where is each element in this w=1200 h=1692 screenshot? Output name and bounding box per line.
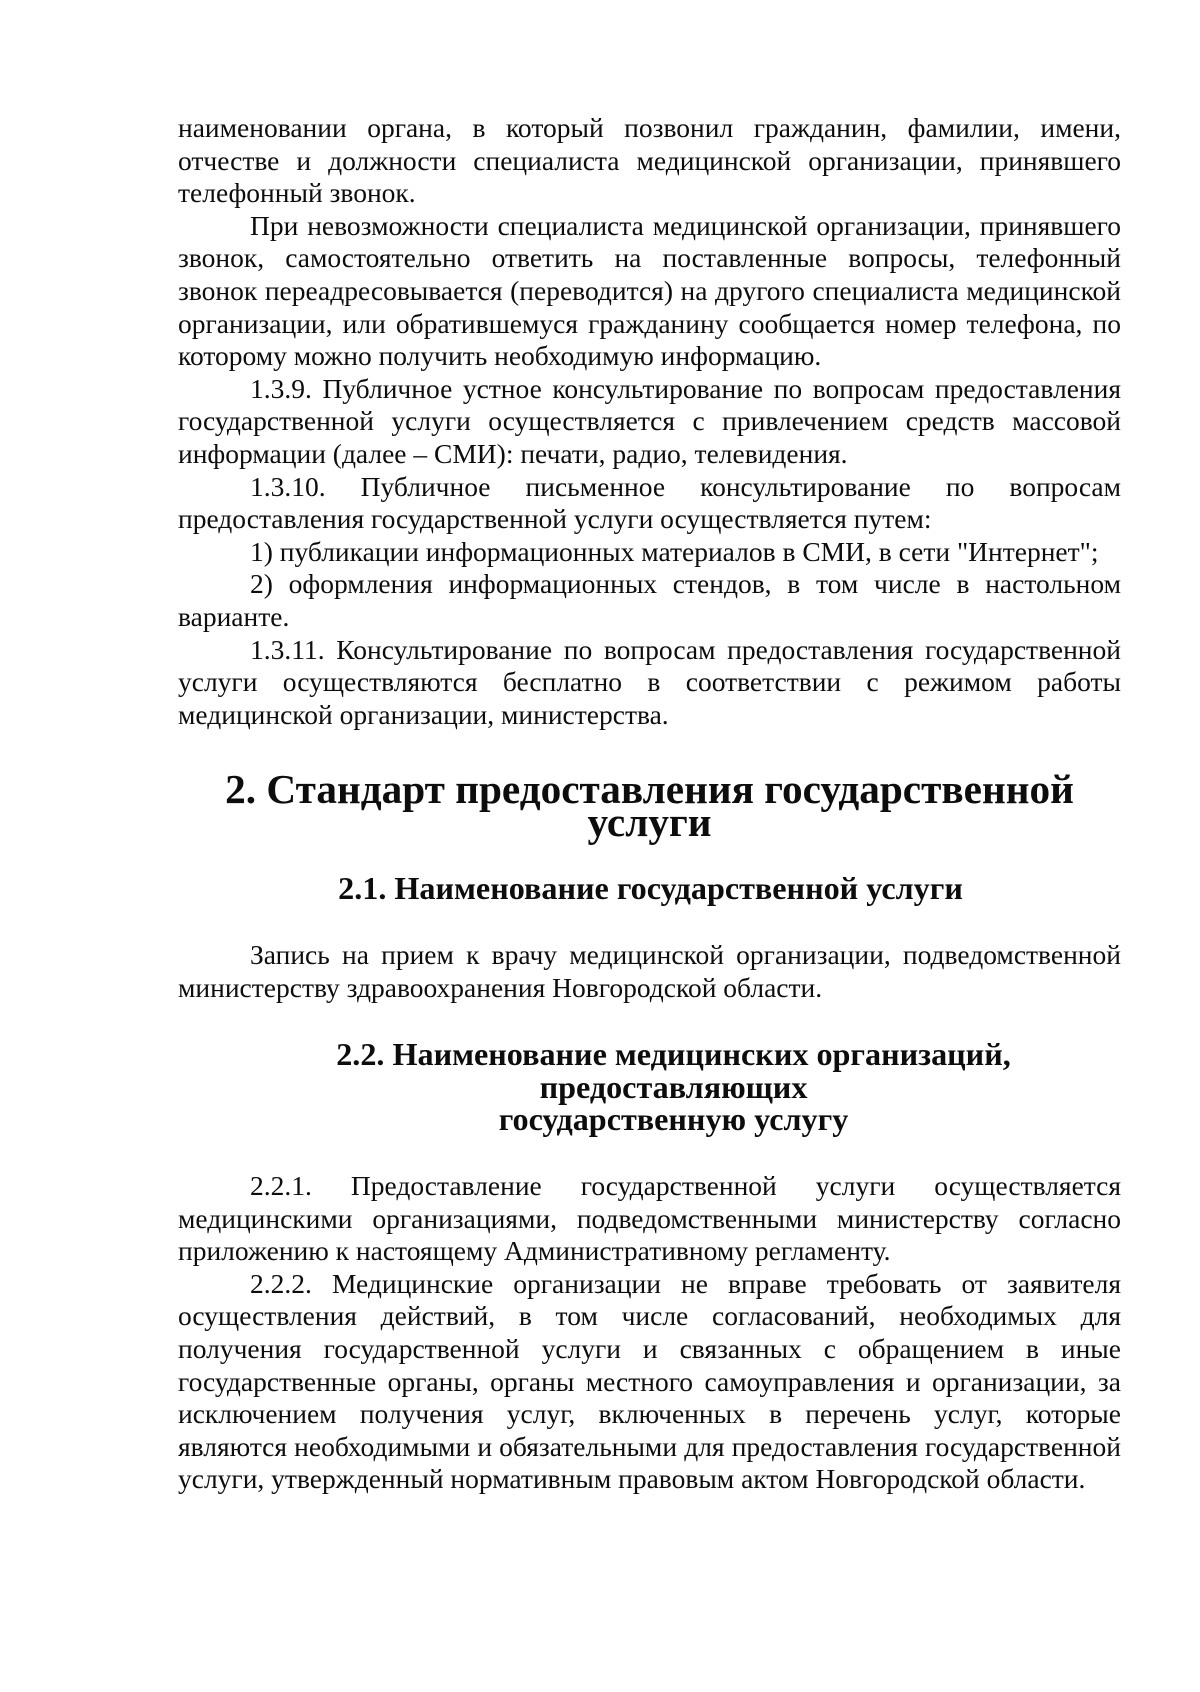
section-2-heading: 2. Стандарт предоставления государственной услуги (225, 766, 1074, 845)
section-2-2-heading-line1: 2.2. Наименование медицинских организаций, предоставляющих (336, 1036, 1011, 1105)
spacer (178, 905, 1121, 939)
spacer (178, 1136, 1121, 1170)
section-2-1-heading: 2.1. Наименование государственной услуги (338, 870, 963, 907)
list-item-stands: 2) оформления информационных стендов, в том числе в настольном варианте. (178, 568, 1121, 632)
section-2-2-heading-line2: государственную услугу (498, 1101, 849, 1138)
paragraph-1-3-9: 1.3.9. Публичное устное консультирование по вопросам предоставления государственной услуги осуществляется с привлечением средств массовой информации (далее – СМИ): печати, радио, телевидения. (178, 372, 1121, 469)
paragraph-call-redirect: При невозможности специалиста медицинской организации, принявшего звонок, самостоятельно ответить на поставленные вопросы, телефонный звонок переадресовывается (переводится) на другого специалиста медицинской организации, или обратившемуся гражданину сообщается номер телефона, по которому можно получить необходимую информацию. (178, 209, 1121, 372)
paragraph-1-3-10: 1.3.10. Публичное письменное консультирование по вопросам предоставления государственной услуги осуществляется путем: (178, 470, 1121, 535)
document-page (178, 112, 1121, 1496)
paragraph-service-name: Запись на прием к врачу медицинской организации, подведомственной министерству здравоохранения Новгородской области. (178, 939, 1121, 1003)
paragraph-call-details: наименовании органа, в который позвонил гражданин, фамилии, имени, отчестве и должности специалиста медицинской организации, принявшего телефонный звонок. (178, 112, 1121, 209)
spacer (178, 1004, 1121, 1038)
list-item-publication: 1) публикации информационных материалов в СМИ, в сети "Интернет"; (250, 535, 1099, 567)
paragraph-2-2-1: 2.2.1. Предоставление государственной услуги осуществляется медицинскими организациями, подведомственными министерству согласно приложению к настоящему Административному регламенту. (178, 1170, 1121, 1267)
paragraph-2-2-2: 2.2.2. Медицинские организации не вправе требовать от заявителя осуществления действий, в том числе согласований, необходимых для получения государственной услуги и связанных с обращением в иные государственные органы, органы местного самоуправления и организации, за исключением получения услуг, включенных в перечень услуг, которые являются необходимыми и обязательными для предоставления государственной услуги, утвержденный нормативным правовым актом Новгородской области. (178, 1267, 1121, 1495)
paragraph-1-3-11: 1.3.11. Консультирование по вопросам предоставления государственной услуги осуществляются бесплатно в соответствии с режимом работы медицинской организации, министерства. (178, 633, 1121, 730)
section-2-2-heading (178, 1038, 1121, 1136)
